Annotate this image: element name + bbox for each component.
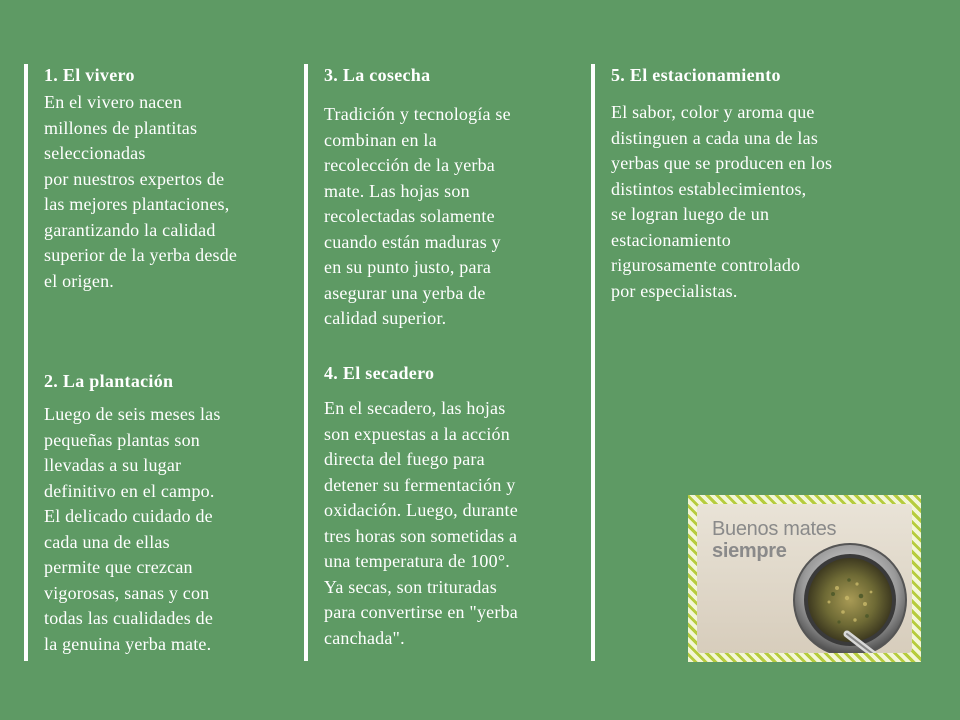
section-title: 5. El estacionamiento — [611, 65, 781, 85]
section-secadero — [324, 362, 589, 651]
section-text — [324, 102, 589, 332]
column-divider-3 — [591, 64, 595, 661]
text-line: calidad superior. — [324, 308, 447, 328]
text-line: detener su fermentación y — [324, 474, 516, 495]
section-text — [611, 100, 911, 304]
text-line: El delicado cuidado de — [44, 506, 213, 526]
text-line: distinguen a cada una de las — [611, 127, 819, 148]
section-text — [44, 90, 299, 294]
text-line: Tradición y tecnología se — [324, 104, 511, 124]
section-title: 4. El secadero — [324, 363, 435, 383]
text-line: por especialistas. — [611, 280, 738, 301]
ad-panel — [697, 504, 912, 653]
text-line: superior de la yerba desde — [44, 245, 238, 265]
text-line: rigurosamente controlado — [611, 255, 801, 275]
text-line: se logran luego de un — [611, 204, 770, 224]
text-line: llevadas a su lugar — [44, 455, 182, 475]
text-line: todas las cualidades de — [44, 608, 214, 628]
text-line: son expuestas a la acción — [324, 423, 510, 444]
text-line: recolectadas solamente — [324, 206, 495, 226]
ad-headline: Buenos mates — [712, 518, 837, 540]
section-title: 1. El vivero — [44, 65, 135, 85]
ad-subheadline: siempre — [712, 540, 787, 562]
section-title: 3. La cosecha — [324, 65, 431, 85]
text-line: tres horas son sometidas a — [324, 525, 518, 546]
text-line: En el vivero nacen — [44, 92, 183, 112]
text-line: recolección de la yerba — [324, 155, 495, 175]
text-line: definitivo en el campo. — [44, 480, 215, 501]
text-line: asegurar una yerba de — [324, 282, 486, 303]
text-line: por nuestros expertos de — [44, 168, 225, 189]
text-line: las mejores plantaciones, — [44, 194, 230, 214]
text-line: Luego de seis meses las — [44, 404, 221, 424]
section-cosecha — [324, 64, 589, 332]
text-line: para convertirse en "yerba — [324, 602, 518, 622]
section-text — [324, 396, 589, 651]
text-line: cada una de ellas — [44, 531, 170, 552]
text-line: Ya secas, son trituradas — [324, 576, 497, 597]
column-divider-2 — [304, 64, 308, 661]
text-line: combinan en la — [324, 129, 437, 150]
text-line: en su punto justo, para — [324, 257, 492, 277]
text-line: la genuina yerba mate. — [44, 633, 212, 654]
text-line: En el secadero, las hojas — [324, 398, 506, 418]
section-vivero — [44, 64, 299, 294]
text-line: yerbas que se producen en los — [611, 153, 833, 173]
column-divider-1 — [24, 64, 28, 661]
text-line: seleccionadas — [44, 143, 146, 163]
section-estacionamiento — [611, 64, 911, 304]
section-plantacion — [44, 370, 299, 657]
text-line: directa del fuego para — [324, 449, 485, 469]
text-line: una temperatura de 100°. — [324, 551, 510, 571]
text-line: permite que crezcan — [44, 557, 193, 577]
text-line: el origen. — [44, 270, 114, 291]
text-line: cuando están maduras y — [324, 231, 501, 252]
text-line: garantizando la calidad — [44, 219, 216, 240]
text-line: canchada". — [324, 627, 405, 648]
text-line: millones de plantitas — [44, 117, 198, 138]
section-title: 2. La plantación — [44, 371, 174, 391]
text-line: mate. Las hojas son — [324, 180, 470, 201]
text-line: vigorosas, sanas y con — [44, 582, 210, 603]
section-text — [44, 402, 299, 657]
mate-ad-banner — [688, 495, 921, 662]
text-line: oxidación. Luego, durante — [324, 500, 518, 520]
text-line: pequeñas plantas son — [44, 429, 200, 450]
text-line: distintos establecimientos, — [611, 178, 807, 199]
text-line: El sabor, color y aroma que — [611, 102, 815, 122]
text-line: estacionamiento — [611, 229, 731, 250]
